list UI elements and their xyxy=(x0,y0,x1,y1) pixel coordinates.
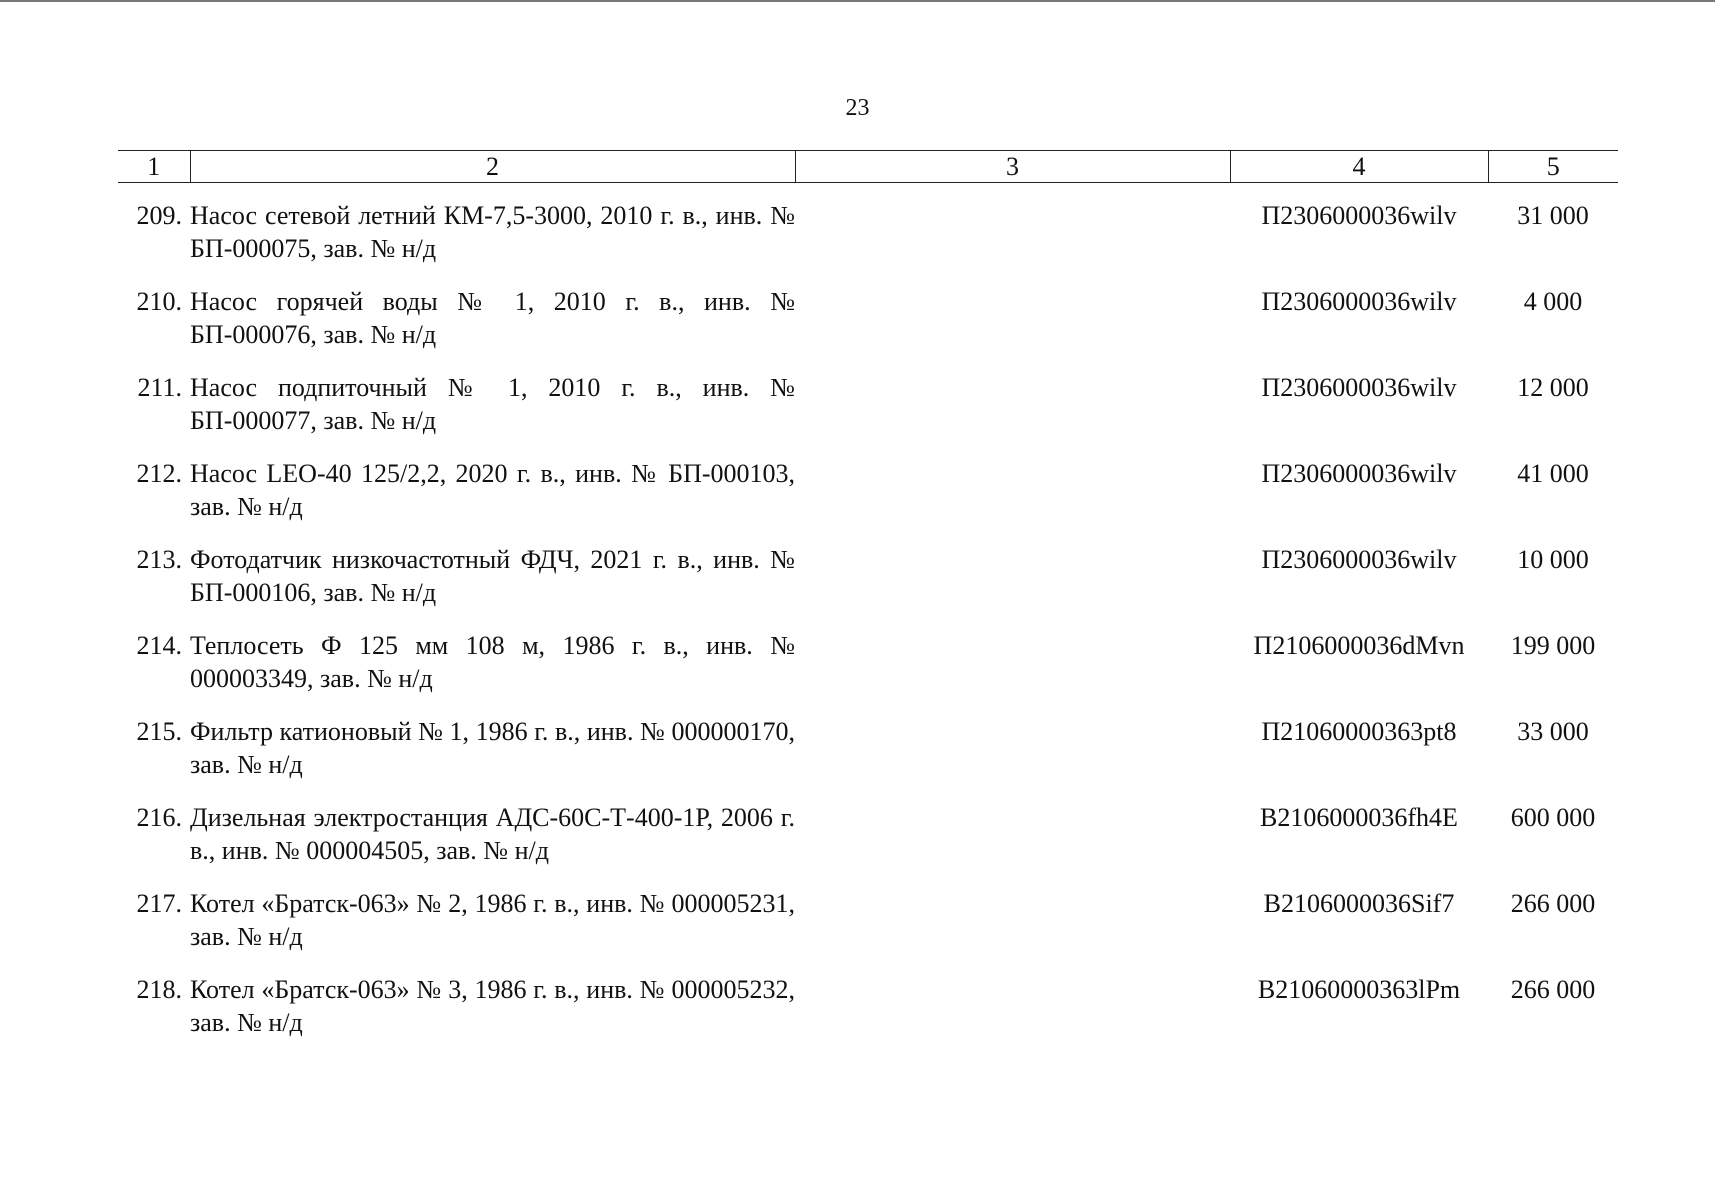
row-number: 215. xyxy=(136,717,182,746)
item-description: Насос горячей воды № 1, 2010 г. в., инв. № БП-000076, зав. № н/д xyxy=(190,287,795,349)
item-code: П2306000036wilv xyxy=(1261,459,1457,488)
row-number: 218. xyxy=(136,975,182,1004)
row-number: 214. xyxy=(136,631,182,660)
item-description: Насос подпиточный № 1, 2010 г. в., инв. № БП-000077, зав. № н/д xyxy=(190,373,795,435)
item-description: Насос LEO-40 125/2,2, 2020 г. в., инв. № БП-000103, зав. № н/д xyxy=(190,459,795,521)
table-row xyxy=(118,785,1618,871)
column-header-1: 1 xyxy=(118,151,190,183)
table-row xyxy=(118,527,1618,613)
item-amount: 266 000 xyxy=(1510,889,1596,918)
column-header-3: 3 xyxy=(795,151,1230,183)
column-3-cell xyxy=(795,699,1230,785)
column-3-cell xyxy=(795,613,1230,699)
item-code: П2306000036wilv xyxy=(1261,373,1457,402)
item-amount: 600 000 xyxy=(1510,803,1596,832)
column-3-cell xyxy=(795,785,1230,871)
column-3-cell xyxy=(795,527,1230,613)
column-3-cell xyxy=(795,957,1230,1043)
table-row xyxy=(118,441,1618,527)
table-row xyxy=(118,957,1618,1043)
item-code: П2106000036dMvn xyxy=(1253,631,1465,660)
item-amount: 10 000 xyxy=(1517,545,1589,574)
item-description: Фильтр катионовый № 1, 1986 г. в., инв. № 000000170, зав. № н/д xyxy=(190,717,795,779)
table-row xyxy=(118,355,1618,441)
item-code: П2306000036wilv xyxy=(1261,545,1457,574)
table-row xyxy=(118,183,1618,270)
property-table xyxy=(118,150,1618,1043)
item-amount: 199 000 xyxy=(1510,631,1596,660)
row-number: 212. xyxy=(136,459,182,488)
item-description: Котел «Братск-063» № 3, 1986 г. в., инв. № 000005232, зав. № н/д xyxy=(190,975,795,1037)
table-row xyxy=(118,269,1618,355)
item-description: Котел «Братск-063» № 2, 1986 г. в., инв. № 000005231, зав. № н/д xyxy=(190,889,795,951)
item-amount: 31 000 xyxy=(1517,201,1589,230)
row-number: 209. xyxy=(136,201,182,230)
item-code: В21060000363lPm xyxy=(1257,975,1461,1004)
row-number: 217. xyxy=(136,889,182,918)
item-description: Насос сетевой летний КМ-7,5-3000, 2010 г. в., инв. № БП-000075, зав. № н/д xyxy=(190,201,795,263)
item-code: П2306000036wilv xyxy=(1261,201,1457,230)
item-code: П21060000363pt8 xyxy=(1261,717,1457,746)
row-number: 210. xyxy=(136,287,182,316)
row-number: 213. xyxy=(136,545,182,574)
header-row xyxy=(118,151,1618,183)
page-number: 23 xyxy=(845,95,870,121)
item-description: Дизельная электростанция АДС-60С-Т-400-1Р, 2006 г. в., инв. № 000004505, зав. № н/д xyxy=(190,803,795,865)
column-header-5: 5 xyxy=(1488,151,1618,183)
item-amount: 41 000 xyxy=(1517,459,1589,488)
item-code: П2306000036wilv xyxy=(1261,287,1457,316)
item-code: В2106000036Sif7 xyxy=(1263,889,1455,918)
row-number: 216. xyxy=(136,803,182,832)
table-row xyxy=(118,613,1618,699)
column-3-cell xyxy=(795,355,1230,441)
item-description: Фотодатчик низкочастотный ФДЧ, 2021 г. в., инв. № БП-000106, зав. № н/д xyxy=(190,545,795,607)
column-header-4: 4 xyxy=(1230,151,1488,183)
item-description: Теплосеть Ф 125 мм 108 м, 1986 г. в., инв. № 000003349, зав. № н/д xyxy=(190,631,795,693)
column-3-cell xyxy=(795,183,1230,270)
column-header-2: 2 xyxy=(190,151,795,183)
column-3-cell xyxy=(795,269,1230,355)
row-number: 211. xyxy=(137,373,182,402)
column-3-cell xyxy=(795,871,1230,957)
item-code: В2106000036fh4E xyxy=(1260,803,1458,832)
item-amount: 33 000 xyxy=(1517,717,1589,746)
item-amount: 4 000 xyxy=(1523,287,1583,316)
item-amount: 266 000 xyxy=(1510,975,1596,1004)
table-row xyxy=(118,871,1618,957)
scan-edge-line xyxy=(0,0,1715,2)
table-row xyxy=(118,699,1618,785)
item-amount: 12 000 xyxy=(1517,373,1589,402)
column-3-cell xyxy=(795,441,1230,527)
